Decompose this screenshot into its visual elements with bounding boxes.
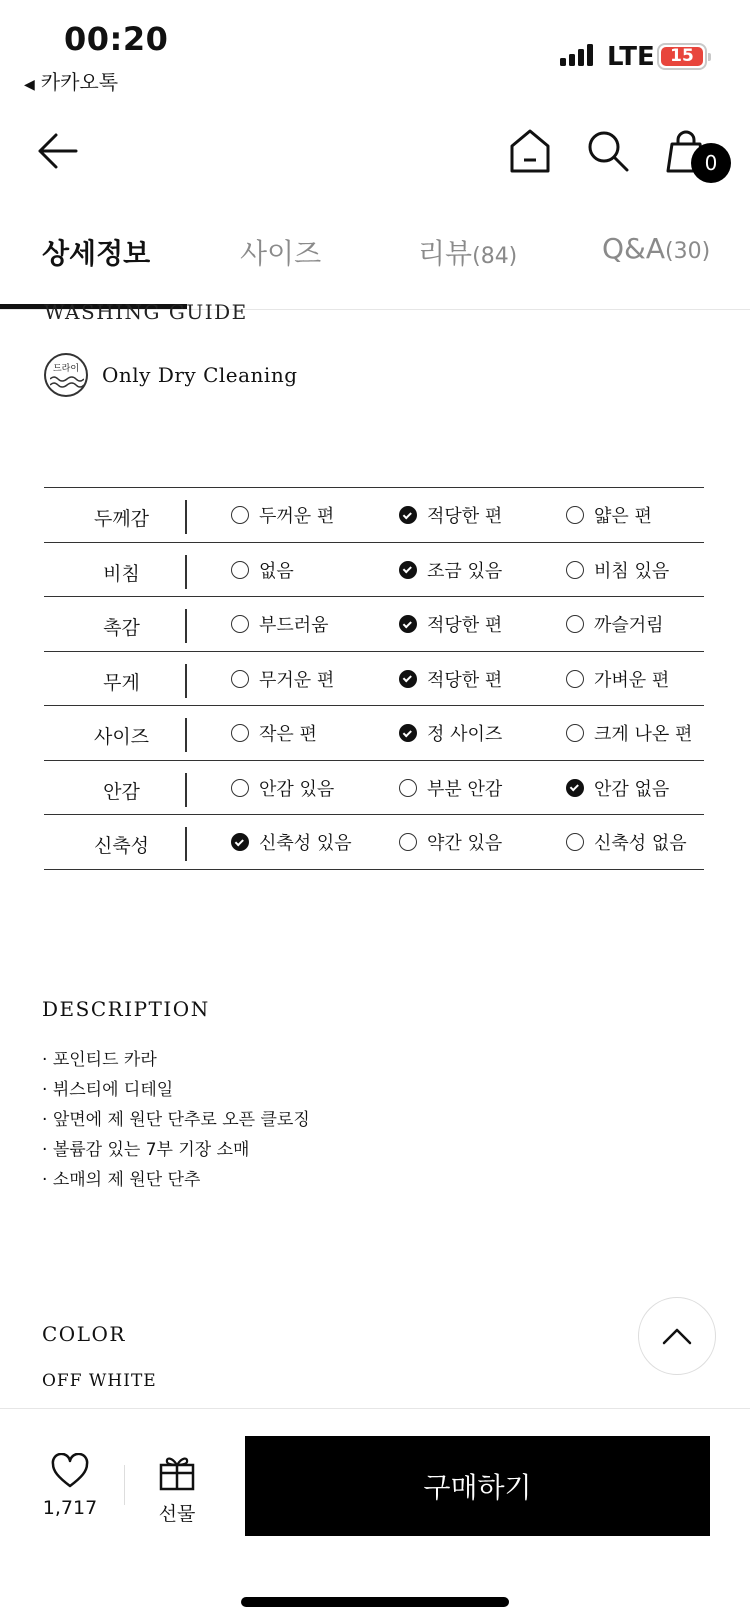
radio-icon xyxy=(566,670,584,688)
status-bar xyxy=(0,0,750,100)
attribute-option xyxy=(231,502,334,528)
heart-icon xyxy=(50,1453,90,1489)
home-indicator xyxy=(241,1597,509,1607)
attribute-option xyxy=(231,666,334,692)
fabric-attribute-table xyxy=(44,487,704,870)
radio-icon xyxy=(231,724,249,742)
product-tabs xyxy=(0,220,750,310)
divider xyxy=(124,1465,125,1505)
column-divider xyxy=(185,773,187,807)
back-button[interactable] xyxy=(30,123,86,179)
checked-radio-icon xyxy=(399,561,417,579)
attribute-option xyxy=(566,557,669,583)
option-label: 얇은 편 xyxy=(594,506,652,527)
radio-icon xyxy=(231,506,249,524)
washing-guide-title: WASHING GUIDE xyxy=(44,300,248,324)
gift-label: 선물 xyxy=(158,1503,196,1525)
color-title: COLOR xyxy=(42,1322,126,1346)
tab-label: 상세정보 xyxy=(42,237,151,270)
option-label: 조금 있음 xyxy=(427,560,503,582)
option-label: 크게 나온 편 xyxy=(594,724,693,745)
gift-button[interactable] xyxy=(147,1453,207,1526)
tab-label: 리뷰 xyxy=(418,237,473,270)
option-label: 가벼운 편 xyxy=(594,669,670,691)
attribute-option xyxy=(231,775,334,801)
battery-icon xyxy=(657,43,707,70)
option-label: 비침 있음 xyxy=(594,560,670,582)
attribute-option xyxy=(231,557,294,583)
option-label: 까슬거림 xyxy=(594,615,664,636)
tab-size[interactable] xyxy=(240,232,321,272)
attribute-label: 사이즈 xyxy=(93,726,150,748)
option-label: 적당한 편 xyxy=(427,669,503,691)
washing-guide-text: Only Dry Cleaning xyxy=(102,363,298,387)
like-button[interactable] xyxy=(40,1453,100,1519)
table-row xyxy=(44,706,704,761)
tab-qna[interactable] xyxy=(602,232,710,265)
network-type: LTE xyxy=(607,42,655,72)
option-label: 약간 있음 xyxy=(427,833,503,854)
home-button[interactable] xyxy=(502,123,558,179)
list-item: · 뷔스티에 디테일 xyxy=(42,1075,310,1105)
battery-level: 15 xyxy=(661,47,703,66)
option-label: 정 사이즈 xyxy=(427,724,503,745)
option-label: 안감 없음 xyxy=(594,778,670,800)
radio-icon xyxy=(231,670,249,688)
washing-guide-row xyxy=(44,353,298,397)
attribute-option xyxy=(231,829,352,855)
attribute-option xyxy=(399,557,502,583)
tab-details[interactable] xyxy=(42,232,150,272)
attribute-option xyxy=(231,720,317,746)
option-label: 무거운 편 xyxy=(259,669,335,691)
checked-radio-icon xyxy=(399,506,417,524)
description-list xyxy=(42,1045,310,1195)
checked-radio-icon xyxy=(399,615,417,633)
option-label: 신축성 있음 xyxy=(259,833,352,854)
radio-icon xyxy=(231,615,249,633)
attribute-option xyxy=(566,611,664,637)
attribute-option xyxy=(566,502,652,528)
checked-radio-icon xyxy=(566,779,584,797)
description-title: DESCRIPTION xyxy=(42,997,210,1021)
option-label: 적당한 편 xyxy=(427,615,503,636)
option-label: 부분 안감 xyxy=(427,778,503,800)
tab-count: (84) xyxy=(472,244,518,269)
column-divider xyxy=(185,500,187,534)
scroll-to-top-button[interactable] xyxy=(638,1297,716,1375)
buy-button[interactable]: 구매하기 xyxy=(245,1436,710,1536)
like-count: 1,717 xyxy=(42,1497,98,1519)
list-item: · 소매의 제 원단 단추 xyxy=(42,1165,310,1195)
column-divider xyxy=(185,827,187,861)
option-label: 안감 있음 xyxy=(259,778,335,800)
radio-icon xyxy=(566,615,584,633)
option-label: 작은 편 xyxy=(259,724,317,745)
table-row xyxy=(44,488,704,543)
attribute-label: 비침 xyxy=(103,562,140,585)
list-item: · 앞면에 제 원단 단추로 오픈 클로징 xyxy=(42,1105,310,1135)
table-row xyxy=(44,543,704,598)
back-arrow-icon xyxy=(36,131,80,171)
attribute-option xyxy=(566,720,692,746)
radio-icon xyxy=(399,779,417,797)
checked-radio-icon xyxy=(399,724,417,742)
status-time: 00:20 xyxy=(64,20,169,58)
signal-icon xyxy=(560,44,593,66)
tab-review[interactable] xyxy=(418,232,517,272)
attribute-option xyxy=(566,666,669,692)
attribute-label: 촉감 xyxy=(103,617,140,639)
attribute-option xyxy=(399,666,502,692)
back-triangle-icon: ◀ xyxy=(24,77,35,93)
checked-radio-icon xyxy=(231,833,249,851)
attribute-option xyxy=(566,829,687,855)
column-divider xyxy=(185,609,187,643)
attribute-option xyxy=(399,829,502,855)
search-button[interactable] xyxy=(580,123,636,179)
table-row xyxy=(44,652,704,707)
option-label: 없음 xyxy=(259,560,294,582)
attribute-option xyxy=(399,720,502,746)
back-app-label: 카카오톡 xyxy=(40,70,119,94)
option-label: 두꺼운 편 xyxy=(259,506,335,527)
gift-icon xyxy=(158,1453,196,1491)
tab-label: 사이즈 xyxy=(240,237,322,270)
radio-icon xyxy=(566,833,584,851)
attribute-label: 무게 xyxy=(103,671,140,694)
attribute-option xyxy=(399,775,502,801)
tab-count: (30) xyxy=(665,239,711,264)
dry-clean-icon-label: 드라이 xyxy=(52,364,80,374)
attribute-option xyxy=(399,611,502,637)
tab-label: Q&A xyxy=(602,232,666,265)
table-row xyxy=(44,761,704,816)
attribute-option xyxy=(399,502,502,528)
search-icon xyxy=(586,129,630,173)
cart-count-badge: 0 xyxy=(691,143,731,183)
list-item: · 볼륨감 있는 7부 기장 소매 xyxy=(42,1135,310,1165)
checked-radio-icon xyxy=(399,670,417,688)
dry-clean-icon xyxy=(44,353,88,397)
attribute-option xyxy=(231,611,329,637)
attribute-label: 안감 xyxy=(103,780,140,803)
attribute-label: 두께감 xyxy=(93,508,150,530)
chevron-up-icon xyxy=(662,1327,692,1345)
radio-icon xyxy=(399,833,417,851)
radio-icon xyxy=(231,779,249,797)
option-label: 신축성 없음 xyxy=(594,833,687,854)
column-divider xyxy=(185,664,187,698)
table-row xyxy=(44,815,704,870)
purchase-bar xyxy=(0,1408,750,1624)
radio-icon xyxy=(566,506,584,524)
option-label: 부드러움 xyxy=(259,615,329,636)
color-value: OFF WHITE xyxy=(42,1371,157,1391)
radio-icon xyxy=(566,561,584,579)
radio-icon xyxy=(231,561,249,579)
top-nav xyxy=(0,105,750,195)
home-icon xyxy=(508,128,552,174)
option-label: 적당한 편 xyxy=(427,506,503,527)
list-item: · 포인티드 카라 xyxy=(42,1045,310,1075)
column-divider xyxy=(185,555,187,589)
back-to-app-link[interactable] xyxy=(24,66,118,95)
attribute-label: 신축성 xyxy=(93,835,150,857)
radio-icon xyxy=(566,724,584,742)
table-row xyxy=(44,597,704,652)
column-divider xyxy=(185,718,187,752)
attribute-option xyxy=(566,775,669,801)
